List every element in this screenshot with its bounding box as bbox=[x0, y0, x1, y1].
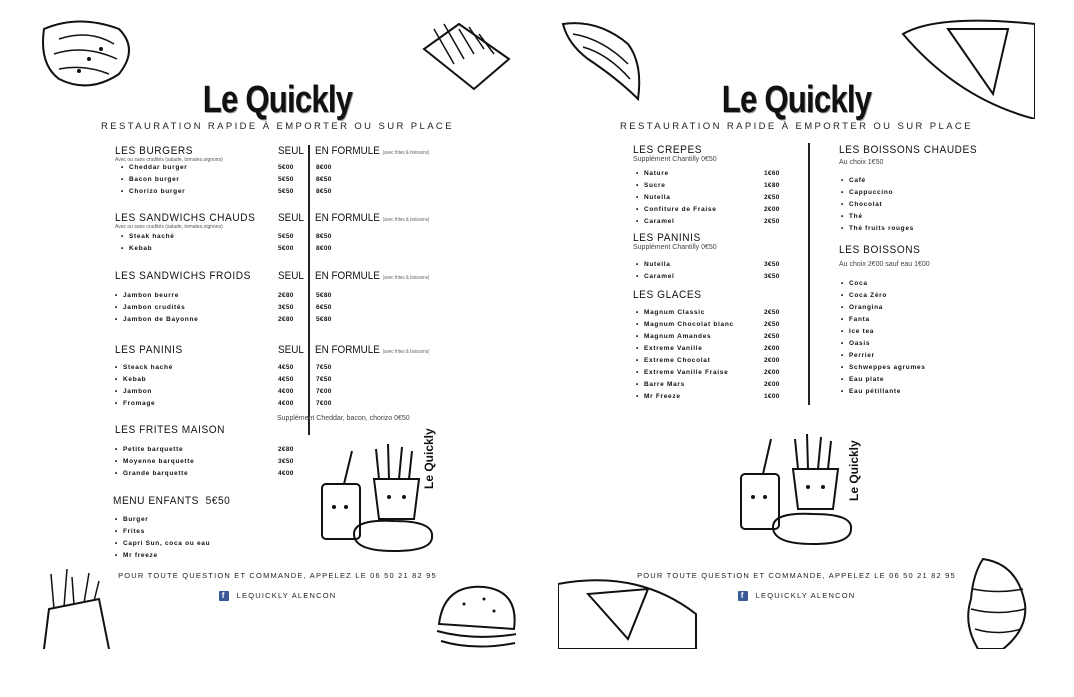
price-formule: 7€00 bbox=[316, 400, 332, 407]
section-title-glaces: LES GLACES bbox=[633, 289, 702, 301]
mascot-brand-label: Le Quickly bbox=[847, 440, 861, 501]
menu-item: • Petite barquette bbox=[115, 446, 183, 453]
facebook-handle: LEQUICKLY ALENCON bbox=[755, 591, 856, 600]
menu-item: • Steak haché bbox=[121, 233, 175, 240]
section-title-frites: LES FRITES MAISON bbox=[115, 424, 226, 436]
menu-item: • Fanta bbox=[841, 316, 870, 323]
menu-item: • Extreme Chocolat bbox=[636, 357, 710, 364]
menu-item: • Grande barquette bbox=[115, 470, 188, 477]
menu-item: • Nutella bbox=[636, 261, 671, 268]
section-title-crepes: LES CREPES bbox=[633, 144, 703, 156]
menu-item: • Confiture de Fraise bbox=[636, 206, 717, 213]
menu-item: • Moyenne barquette bbox=[115, 458, 194, 465]
price-seul: 3€50 bbox=[278, 304, 294, 311]
menu-item: • Chocolat bbox=[841, 201, 882, 208]
section-title-burgers: LES BURGERS bbox=[115, 145, 194, 157]
menu-item: • Nature bbox=[636, 170, 669, 177]
brand-title: Le Quickly bbox=[721, 79, 872, 121]
price-seul: 2€80 bbox=[278, 316, 294, 323]
menu-item: • Extreme Vanille bbox=[636, 345, 703, 352]
menu-item: • Mr Freeze bbox=[636, 393, 681, 400]
price-seul: 5€00 bbox=[278, 245, 294, 252]
menu-page-left bbox=[39, 19, 516, 649]
menu-item: • Perrier bbox=[841, 352, 875, 359]
menu-item: • Jambon crudités bbox=[115, 304, 186, 311]
crepe-drawing-icon bbox=[558, 574, 698, 649]
footer-social[interactable] bbox=[558, 591, 1035, 601]
column-head-seul: SEUL bbox=[278, 344, 304, 356]
price-formule: 8€00 bbox=[316, 245, 332, 252]
column-head-seul: SEUL bbox=[278, 212, 304, 224]
section-title-boissons: LES BOISSONS bbox=[839, 244, 921, 256]
price: 2€80 bbox=[278, 446, 294, 453]
menu-item: • Sucre bbox=[636, 182, 666, 189]
menu-item: • Café bbox=[841, 177, 866, 184]
price: 2€00 bbox=[764, 345, 780, 352]
menu-item: • Cheddar burger bbox=[121, 164, 188, 171]
menu-page-right bbox=[558, 19, 1035, 649]
menu-item: • Caramel bbox=[636, 273, 675, 280]
menu-item: • Eau pétillante bbox=[841, 388, 901, 395]
price-seul: 5€50 bbox=[278, 188, 294, 195]
footer-phone: POUR TOUTE QUESTION ET COMMANDE, APPELEZ LE 06 50 21 82 95 bbox=[118, 571, 437, 580]
section-title-sandwichs-froids: LES SANDWICHS FROIDS bbox=[115, 270, 251, 282]
section-note-paninis-sucres: Supplément Chantilly 0€50 bbox=[633, 244, 717, 251]
menu-item: • Magnum Classic bbox=[636, 309, 705, 316]
ice-cream-drawing-icon bbox=[963, 554, 1035, 649]
price: 2€00 bbox=[764, 369, 780, 376]
menu-item: • Orangina bbox=[841, 304, 883, 311]
menu-item: • Bacon burger bbox=[121, 176, 180, 183]
price: 2€50 bbox=[764, 218, 780, 225]
price-formule: 8€00 bbox=[316, 164, 332, 171]
menu-item: • Nutella bbox=[636, 194, 671, 201]
menu-item: • Jambon bbox=[115, 388, 152, 395]
price: 1€00 bbox=[764, 393, 780, 400]
menu-item: • Extreme Vanille Fraise bbox=[636, 369, 728, 376]
menu-item: • Magnum Amandes bbox=[636, 333, 711, 340]
column-divider bbox=[308, 145, 310, 435]
menu-item: • Coca bbox=[841, 280, 868, 287]
column-head-seul: SEUL bbox=[278, 270, 304, 282]
menu-item: • Kebab bbox=[115, 376, 146, 383]
price-seul: 4€00 bbox=[278, 400, 294, 407]
price-seul: 4€00 bbox=[278, 388, 294, 395]
price-formule: 5€80 bbox=[316, 292, 332, 299]
menu-item: • Schweppes agrumes bbox=[841, 364, 926, 371]
price-seul: 5€50 bbox=[278, 233, 294, 240]
price-seul: 4€50 bbox=[278, 376, 294, 383]
brand-title: Le Quickly bbox=[202, 79, 353, 121]
column-divider bbox=[808, 143, 810, 405]
price: 3€50 bbox=[764, 261, 780, 268]
section-title-menu-enfants: MENU ENFANTS 5€50 bbox=[113, 495, 231, 507]
menu-item: • Burger bbox=[115, 516, 149, 523]
menu-item: • Mr freeze bbox=[115, 552, 158, 559]
menu-item: • Kebab bbox=[121, 245, 152, 252]
column-head-formule: EN FORMULE (avec frites & boissons) bbox=[315, 212, 430, 224]
section-title-sandwichs-chauds: LES SANDWICHS CHAUDS bbox=[115, 212, 256, 224]
section-note-sandwichs-chauds: Avec ou sans crudités (salade, tomates,oignons) bbox=[115, 224, 223, 230]
price: 2€50 bbox=[764, 333, 780, 340]
brand-tagline: RESTAURATION RAPIDE À EMPORTER OU SUR PLACE bbox=[620, 121, 973, 132]
section-title-paninis: LES PANINIS bbox=[115, 344, 183, 356]
column-head-formule: EN FORMULE (avec frites & boissons) bbox=[315, 344, 430, 356]
section-title-boissons-chaudes: LES BOISSONS CHAUDES bbox=[839, 144, 978, 156]
price-formule: 7€50 bbox=[316, 364, 332, 371]
price: 1€60 bbox=[764, 170, 780, 177]
menu-item: • Barre Mars bbox=[636, 381, 685, 388]
price-formule: 8€50 bbox=[316, 233, 332, 240]
menu-item: • Magnum Chocolat blanc bbox=[636, 321, 734, 328]
section-note-boissons: Au choix 2€00 sauf eau 1€00 bbox=[839, 261, 930, 268]
price: 2€00 bbox=[764, 381, 780, 388]
facebook-icon: f bbox=[738, 591, 748, 601]
price-formule: 8€50 bbox=[316, 188, 332, 195]
price-formule: 7€50 bbox=[316, 376, 332, 383]
menu-item: • Cappuccino bbox=[841, 189, 893, 196]
menu-item: • Ice tea bbox=[841, 328, 874, 335]
menu-item: • Frites bbox=[115, 528, 145, 535]
price-formule: 6€50 bbox=[316, 304, 332, 311]
price-formule: 8€50 bbox=[316, 176, 332, 183]
price: 2€50 bbox=[764, 321, 780, 328]
supplement-note: Supplément Cheddar, bacon, chorizo 0€50 bbox=[277, 415, 410, 422]
footer-social[interactable] bbox=[39, 591, 516, 601]
price-formule: 7€00 bbox=[316, 388, 332, 395]
menu-item: • Fromage bbox=[115, 400, 155, 407]
price: 2€50 bbox=[764, 309, 780, 316]
price-seul: 4€50 bbox=[278, 364, 294, 371]
price: 2€00 bbox=[764, 206, 780, 213]
facebook-handle: LEQUICKLY ALENCON bbox=[236, 591, 337, 600]
column-head-formule: EN FORMULE (avec frites & boissons) bbox=[315, 145, 430, 157]
price-seul: 5€50 bbox=[278, 176, 294, 183]
price-seul: 2€80 bbox=[278, 292, 294, 299]
brand-tagline: RESTAURATION RAPIDE À EMPORTER OU SUR PLACE bbox=[101, 121, 454, 132]
price: 1€80 bbox=[764, 182, 780, 189]
menu-item: • Chorizo burger bbox=[121, 188, 185, 195]
footer-phone: POUR TOUTE QUESTION ET COMMANDE, APPELEZ LE 06 50 21 82 95 bbox=[637, 571, 956, 580]
menu-item: • Thé fruits rouges bbox=[841, 225, 914, 232]
menu-item: • Coca Zéro bbox=[841, 292, 887, 299]
menu-item: • Jambon beurre bbox=[115, 292, 179, 299]
menu-item: • Steack haché bbox=[115, 364, 173, 371]
fries-drawing-icon bbox=[39, 569, 119, 649]
menu-item: • Oasis bbox=[841, 340, 870, 347]
facebook-icon: f bbox=[219, 591, 229, 601]
price-formule: 5€80 bbox=[316, 316, 332, 323]
price: 3€50 bbox=[764, 273, 780, 280]
price: 2€00 bbox=[764, 357, 780, 364]
section-note-boissons-chaudes: Au choix 1€50 bbox=[839, 159, 884, 166]
price: 4€00 bbox=[278, 470, 294, 477]
burger-drawing-icon bbox=[429, 579, 516, 649]
menu-item: • Jambon de Bayonne bbox=[115, 316, 198, 323]
menu-item: • Capri Sun, coca ou eau bbox=[115, 540, 210, 547]
menu-item: • Thé bbox=[841, 213, 863, 220]
column-head-formule: EN FORMULE (avec frites & boissons) bbox=[315, 270, 430, 282]
price: 3€50 bbox=[278, 458, 294, 465]
menu-item: • Caramel bbox=[636, 218, 675, 225]
mascot-brand-label: Le Quickly bbox=[422, 428, 436, 489]
section-note-crepes: Supplément Chantilly 0€50 bbox=[633, 156, 717, 163]
section-note-burgers: Avec ou sans crudités (salade, tomates,oignons) bbox=[115, 157, 223, 163]
menu-item: • Eau plate bbox=[841, 376, 884, 383]
price-seul: 5€00 bbox=[278, 164, 294, 171]
price: 2€50 bbox=[764, 194, 780, 201]
section-title-paninis-sucres: LES PANINIS bbox=[633, 232, 701, 244]
column-head-seul: SEUL bbox=[278, 145, 304, 157]
